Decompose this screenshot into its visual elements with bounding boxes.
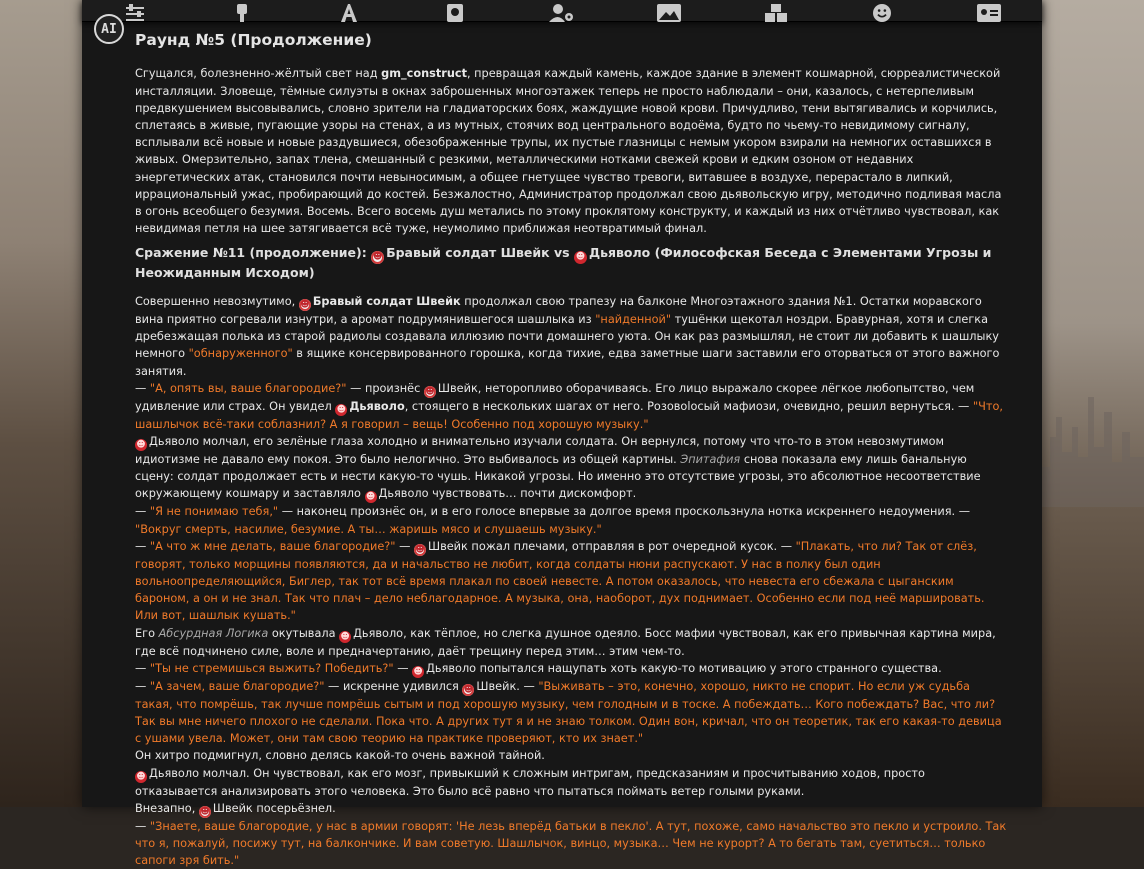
background-left-strip [0,0,82,807]
dialogue-line-1: — "А, опять вы, ваше благородие?" — произнёс ☻ Швейк, неторопливо оборачиваясь. Его лицо выражало скорее лёгкое любопытство, чем удивление или страх. Он увидел ☻ Дьяволо, стоящего в нескольких шагах от него. Розовolосый мафиози, очевидно, решил вернуться. — "Что, шашлычок всё-таки соблазнил? А я говорил – вещь! Особенно под хорошую музыку." [135,381,1003,431]
laughing-face-icon: ☻ [463,684,474,695]
dialogue-line-2: — "Я не понимаю тебя," — наконец произнёс он, и в его голосе впервые за долгое время проскользнула нотка искреннего недоумения. — "Вокруг смерть, насилие, безумие. А ты… жаришь мясо и слушаешь музыку." [135,505,971,536]
intro-paragraph: Сгущался, болезненно-жёлтый свет над gm_construct, превращая каждый камень, каждое здание в элемент кошмарной, сюрреалистической инсталляции. Зловеще, тёмные силуэты в окнах заброшенных многоэтажек теперь не просто наблюдали – они, казалось, с нетерпеливым предвкушением высовывались, словно зрители на гладиаторских боях, жаждущие новой крови. Причудливо, тени вытягивались и корчились, сплетаясь в живые, пугающие узоры на стенах, а из мутных, стоячих вод центрального водоёма, будто по чьему-то невидимому сигналу, всплывали всё новые и новые раздувшиеся, обезображенные трупы, их пустые глазницы с немым укором взирали на немногих оставшихся в живых. Омерзительно, запах тлена, смешанный с резкими, металлическими нотками свежей крови и едким озоном от недавних энергетических атак, становился почти невыносимым, а общее гнетущее чувство тревоги, витавшее в воздухе, перерастало в липкий, иррациональный ужас, пробирающий до костей. Безжалостно, Администратор продолжал свою дьявольскую игру, методично подливая масла в огонь всеобщего безумия. Восемь. Всего восемь душ метались по этому проклятому конструкту, и каждый из них отчётливо чувствовал, как невидимая петля на шее затягивается всё туже, неумолимо приближая неотвратимый финал. [135,67,1002,236]
cubes-icon[interactable] [763,0,789,22]
map-name: gm_construct [381,67,467,81]
image-icon[interactable] [656,0,682,22]
dialogue-line-6: — "Знаете, ваше благородие, у нас в армии говорят: 'Не лезь вперёд батьки в пекло'. А тут, похоже, само начальство это пекло и устроило. Так что я, пожалуй, посижу тут, на балкончике. И вам советую. Шашлычок, винцо, музыка… Чем не курорт? А то бегать там, суетиться… только сапоги зря бить." [135,819,1007,868]
laughing-face-icon: ☻ [415,544,425,555]
plug-icon[interactable] [229,0,255,22]
id-card-icon[interactable] [976,0,1002,22]
smile-icon[interactable] [869,0,895,22]
ruined-city-silhouette [1042,357,1144,507]
book-atlas-icon[interactable] [442,0,468,22]
laughing-face-icon: ☻ [372,252,383,263]
story-paragraph-2: ☻ Дьяволо молчал, его зелёные глаза холодно и внимательно изучали солдата. Он вернулся, потому что что-то в этом невозмутимом идиотизме не давало ему покоя. Это было нелогично. Это выбивалось из общей картины. Эпитафия снова показала ему лишь банальную сцену: солдат продолжает есть и нести какую-то чушь. Никакой угрозы. Но именно это отсутствие угрозы, это абсолютное несоответствие окружающему кошмару и заставляло ☻ Дьяволо чувствовать… почти дискомфорт. [135,434,981,503]
background-right-strip [1042,0,1144,807]
dialogue-line-4: — "Ты не стремишься выжить? Победить?" — ☻ Дьяволо попытался нащупать хоть какую-то мотивацию у этого странного существа. [135,661,942,677]
devil-face-icon: ☻ [413,666,423,677]
devil-face-icon: ☻ [340,631,350,642]
story-paragraph-3: Его Абсурдная Логика окутывала ☻ Дьяволо, как тёплое, но слегка душное одеяло. Босс мафии чувствовал, как его привычная картина мира, где всё подчинено силе, воле и предначертанию, даёт трещину перед этим… этим чем-то. [135,626,996,658]
laughing-face-icon: ☻ [200,806,210,817]
devil-face-icon: ☻ [136,439,146,450]
dialogue-line-5: — "А зачем, ваше благородие?" — искренне удивился ☻ Швейк. — "Выживать – это, конечно, хорошо, никто не спорит. Но если уж судьба такая, что помрёшь, так лучше помрёшь сытым и под хорошую музыку, чем голодным и в тоске. А побеждать… Кого побеждать? Вас, что ли? Так вы мне ничего плохого не сделали. Пока что. А других тут я и не знаю толком. Один вон, кричал, что он теоретик, так его какая-то девица с ушами увела. Может, они там свою теорию на практике проверяют, кто их знает." [135,679,1002,746]
sliders-icon[interactable] [122,0,148,22]
story-paragraph-6: Внезапно, ☻ Швейк посерьёзнел. [135,801,336,817]
battle-heading: Сражение №11 (продолжение): ☻ Бравый солдат Швейк vs ☻ Дьяволо (Философская Беседа с Элементами Угрозы и Неожиданным Исходом) [135,245,992,281]
laughing-face-icon: ☻ [300,299,310,310]
story-paragraph-4: Он хитро подмигнул, словно делясь какой-то очень важной тайной. [135,749,545,763]
devil-face-icon: ☻ [336,404,346,415]
top-navbar [82,0,1042,22]
font-icon[interactable] [336,0,362,22]
story-paragraph-5: ☻ Дьяволо молчал. Он чувствовал, как его мозг, привыкший к сложным интригам, предсказаниям и просчитыванию ходов, просто отказывается анализировать этого человека. Это было всё равно что пытаться поймать ветер голыми руками. [135,766,925,798]
ai-avatar[interactable]: AI [94,14,124,44]
message-body [135,31,1007,869]
devil-face-icon: ☻ [136,771,146,782]
laughing-face-icon: ☻ [425,386,435,397]
devil-face-icon: ☻ [365,492,376,503]
round-title: Раунд №5 (Продолжение) [135,31,372,49]
user-gear-icon[interactable] [549,0,575,22]
dialogue-line-3: — "А что ж мне делать, ваше благородие?" — ☻ Швейк пожал плечами, отправляя в рот очередной кусок. — "Плакать, что ли? Так от слёз, говорят, только морщины появляются, да и начальство не любит, когда солдаты нюни распускают. У нас в полку был один вольноопределяющийся, Биглер, так тот всё время плакал по своей невесте. А потом оказалось, что невеста его сбежала с цыганским бароном, а он и не знал. Так что плач – дело неблагодарное. А музыка, она, наоборот, дух поднимает. Особенно если под неё маршировать. Или вот, шашлык кушать." [135,539,985,623]
story-paragraph-1: Совершенно невозмутимо, ☻ Бравый солдат Швейк продолжал свою трапезу на балконе Многоэтажного здания №1. Остатки моравского вина приятно согревали изнутри, а аромат подрумянившегося шашлыка из "найденной" тушёнки щекотал ноздри. Бравурная, хотя и слегка дребезжащая полька из старой радиолы создавала иллюзию почти домашнего уюта. Он как раз размышлял, не стоит ли добавить к шашлыку немного "обнаруженного" в ящике консервированного горошка, когда тихие, едва заметные шаги заставили его оторваться от этого важного занятия. [135,294,1000,378]
devil-face-icon: ☻ [575,252,586,263]
chat-panel [82,0,1042,868]
